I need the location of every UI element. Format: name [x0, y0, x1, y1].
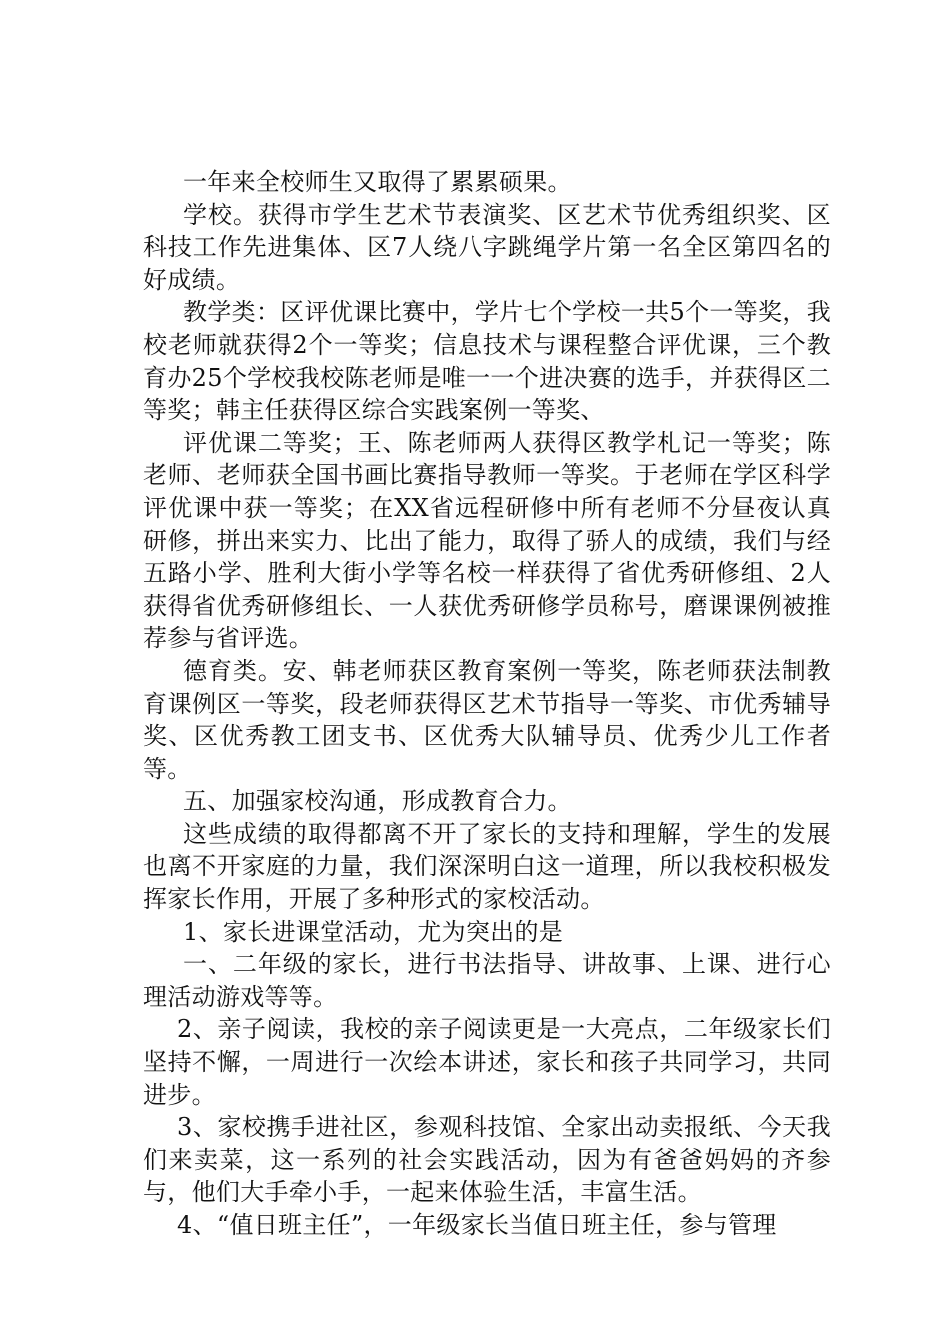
- paragraph-grade-parents: 一、二年级的家长，进行书法指导、讲故事、上课、进行心理活动游戏等等。: [143, 950, 831, 1011]
- document-body: [143, 166, 831, 1242]
- list-item-duty-class-teacher: 4、“值日班主任”，一年级家长当值日班主任，参与管理: [177, 1211, 777, 1239]
- paragraph-moral-education-awards: 德育类。安、韩老师获区教育案例一等奖，陈老师获法制教育课例区一等奖，段老师获得区艺术节指导一等奖、市优秀辅导奖、区优秀教工团支书、区优秀大队辅导员、优秀少儿工作者等。: [143, 656, 831, 783]
- list-item-parents-in-class: 1、家长进课堂活动，尤为突出的是: [183, 917, 564, 946]
- paragraph-intro: 一年来全校师生又取得了累累硕果。: [183, 168, 572, 196]
- paragraph-teaching-awards: 教学类：区评优课比赛中，学片七个学校一共5个一等奖，我校老师就获得2个一等奖；信息技术与课程整合评优课，三个教育办25个学校我校陈老师是唯一一个进决赛的选手，并获得区二等奖；韩主任获得区综合实践案例一等奖、: [143, 298, 831, 425]
- section-heading-home-school: 五、加强家校沟通，形成教育合力。: [183, 787, 572, 816]
- paragraph-school-awards: 学校。获得市学生艺术节表演奖、区艺术节优秀组织奖、区科技工作先进集体、区7人绕八字跳绳学片第一名全区第四名的好成绩。: [143, 200, 831, 294]
- list-item-community-activities: 3、家校携手进社区，参观科技馆、全家出动卖报纸、今天我们来卖菜，这一系列的社会实践活动，因为有爸爸妈妈的齐参与，他们大手牵小手，一起来体验生活，丰富生活。: [143, 1113, 831, 1207]
- paragraph-home-school-intro: 这些成绩的取得都离不开了家长的支持和理解，学生的发展也离不开家庭的力量，我们深深明白这一道理，所以我校积极发挥家长作用，开展了多种形式的家校活动。: [143, 819, 831, 914]
- paragraph-teaching-awards-continued: 评优课二等奖；王、陈老师两人获得区教学札记一等奖；陈老师、老师获全国书画比赛指导教师一等奖。于老师在学区科学评优课中获一等奖；在XX省远程研修中所有老师不分昼夜认真研修，拼出来实力、比出了能力，取得了骄人的成绩，我们与经五路小学、胜利大街小学等名校一样获得了省优秀研修组、2人获得省优秀研修组长、一人获优秀研修学员称号，磨课课例被推荐参与省评选。: [143, 428, 831, 653]
- list-item-parent-child-reading: 2、亲子阅读，我校的亲子阅读更是一大亮点，二年级家长们坚持不懈，一周进行一次绘本讲述，家长和孩子共同学习，共同进步。: [143, 1015, 831, 1109]
